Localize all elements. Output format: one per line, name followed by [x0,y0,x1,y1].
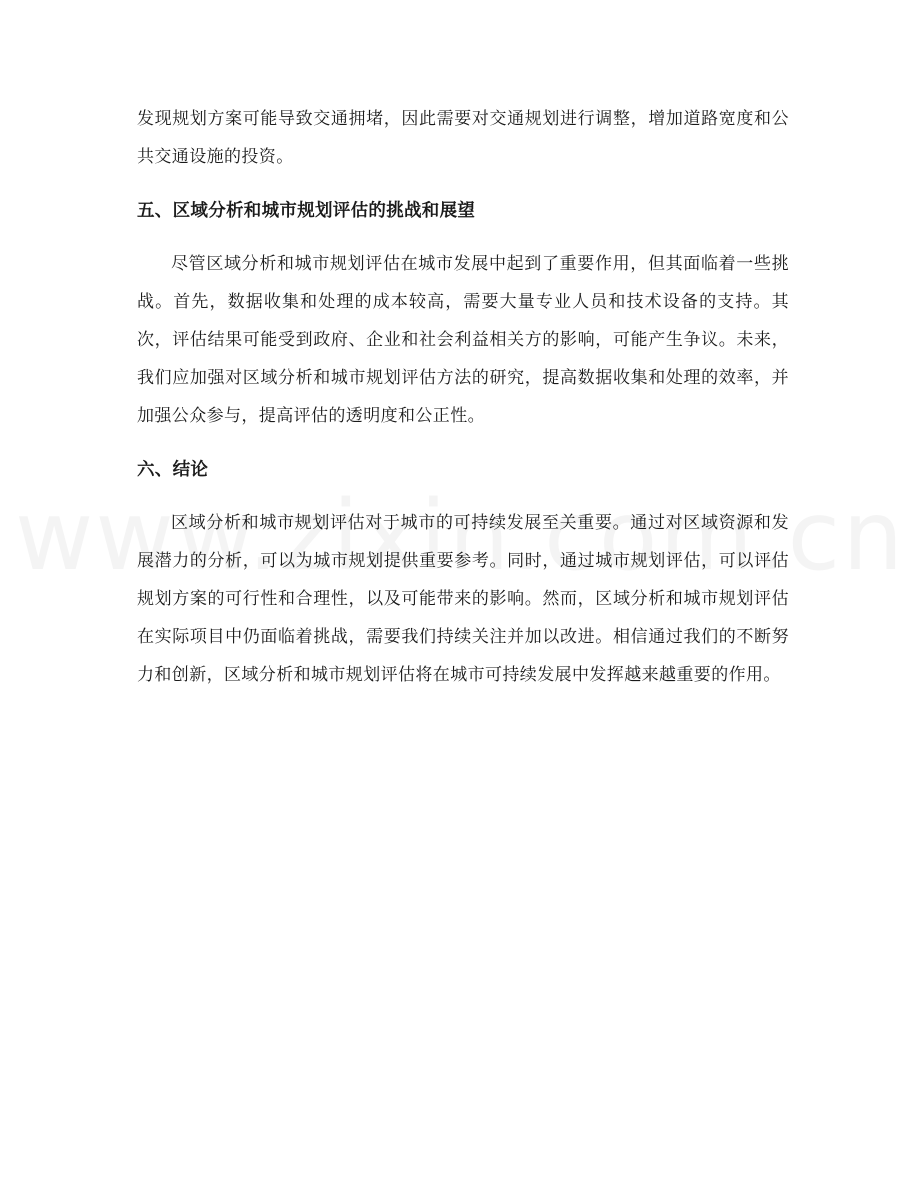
section-6-paragraph: 区域分析和城市规划评估对于城市的可持续发展至关重要。通过对区域资源和发展潜力的分析，可以为城市规划提供重要参考。同时，通过城市规划评估，可以评估规划方案的可行性和合理性，以及可能带来的影响。然而，区域分析和城市规划评估在实际项目中仍面临着挑战，需要我们持续关注并加以改进。相信通过我们的不断努力和创新，区域分析和城市规划评估将在城市可持续发展中发挥越来越重要的作用。 [137,513,789,685]
section-5-paragraph: 尽管区域分析和城市规划评估在城市发展中起到了重要作用，但其面临着一些挑战。首先，数据收集和处理的成本较高，需要大量专业人员和技术设备的支持。其次，评估结果可能受到政府、企业和社会利益相关方的影响，可能产生争议。未来，我们应加强对区域分析和城市规划评估方法的研究，提高数据收集和处理的效率，并加强公众参与，提高评估的透明度和公正性。 [137,254,789,426]
document-body [137,100,789,694]
intro-paragraph: 发现规划方案可能导致交通拥堵，因此需要对交通规划进行调整，增加道路宽度和公共交通设施的投资。 [137,109,789,167]
section-5-heading: 五、区域分析和城市规划评估的挑战和展望 [137,201,476,221]
section-6-heading: 六、结论 [137,460,209,480]
